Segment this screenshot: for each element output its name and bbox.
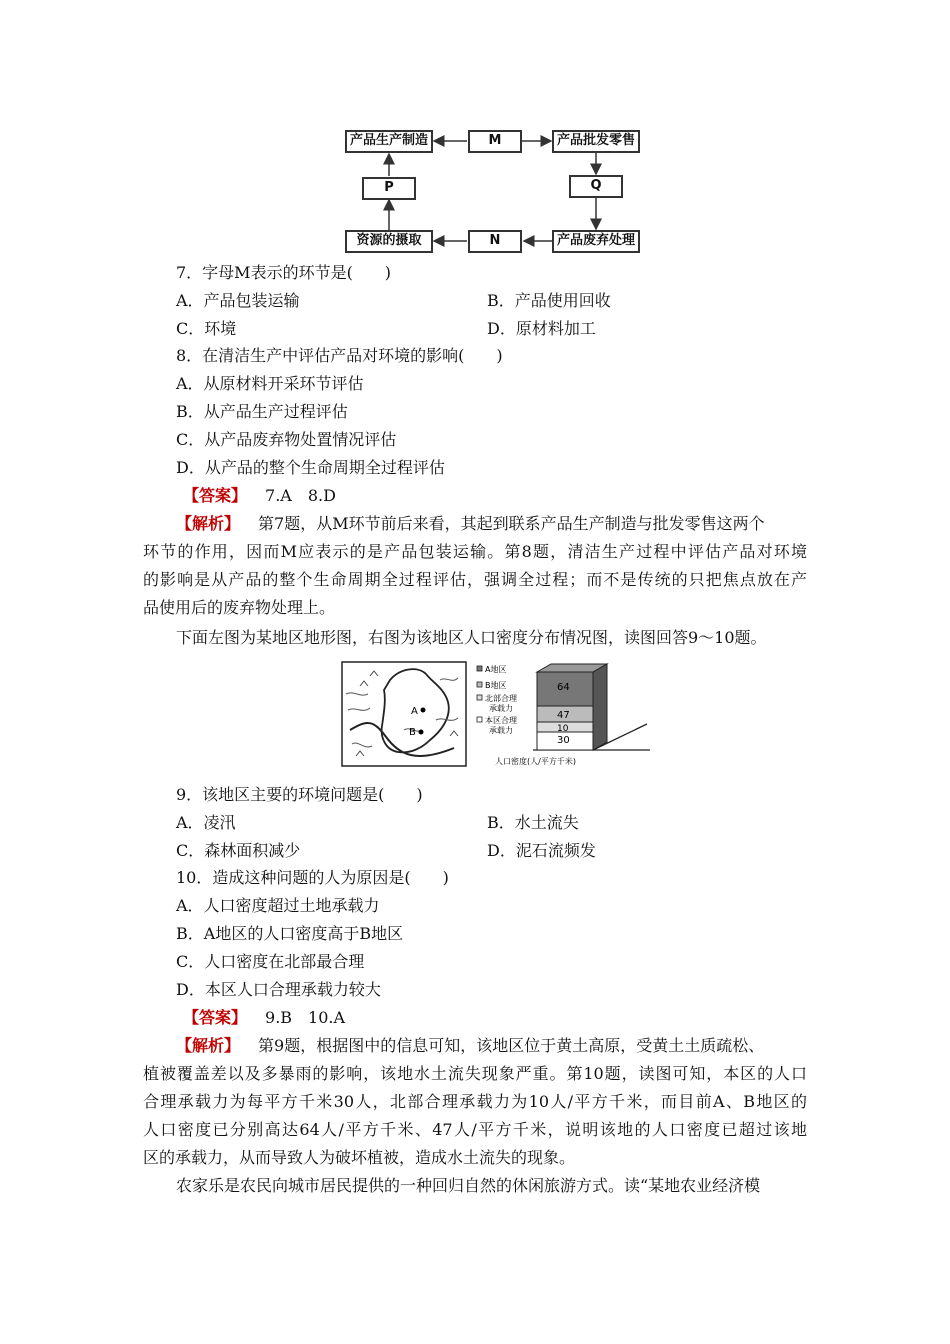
terrain-map [340, 660, 468, 768]
q8-option-b: B．从产品生产过程评估 [176, 402, 348, 421]
box-resource: 资源的摄取 [345, 230, 433, 253]
explanation-9-10-line5: 区的承载力，从而导致人为破坏植被，造成水土流失的现象。 [143, 1148, 576, 1167]
value-30: 30 [557, 735, 570, 746]
value-10: 10 [557, 724, 569, 734]
legend-swatch-b [477, 682, 482, 687]
density-3d-bar [475, 660, 655, 770]
box-p: P [362, 177, 416, 200]
q7-option-a: A．产品包装运输 [176, 291, 300, 310]
legend-swatch-a [477, 666, 482, 671]
answer-7-8 [183, 486, 336, 506]
q10-option-b: B．A地区的人口密度高于B地区 [176, 924, 404, 943]
q9-option-a: A．凌汛 [176, 813, 236, 832]
q10-stem: 10．造成这种问题的人为原因是( ) [176, 868, 449, 887]
legend-b: B地区 [485, 681, 507, 690]
q7-option-b: B．产品使用回收 [487, 291, 611, 310]
explanation-7-8-line1: 【解析】 第7题，从M环节前后来看，其起到联系产品生产制造与批发零售这两个 [176, 514, 765, 533]
point-b [419, 730, 424, 735]
legend-north-1: 北部合理 [485, 694, 517, 703]
q10-option-a: A．人口密度超过土地承载力 [176, 896, 380, 915]
q8-stem: 8．在清洁生产中评估产品对环境的影响( ) [176, 346, 503, 365]
answer-text: 9.B 10.A [265, 1008, 346, 1027]
x-axis-label: 人口密度(人/平方千米) [495, 757, 576, 766]
box-wholesale: 产品批发零售 [552, 130, 640, 153]
point-a [421, 708, 426, 713]
box-n: N [468, 230, 522, 253]
explanation-7-8-line4: 品使用后的废弃物处理上。 [143, 598, 336, 617]
q7-option-d: D．原材料加工 [487, 319, 596, 338]
legend-local-2: 承载力 [489, 726, 513, 735]
box-production: 产品生产制造 [345, 130, 433, 153]
q8-option-d: D．从产品的整个生命周期全过程评估 [176, 458, 445, 477]
q9-stem: 9．该地区主要的环境问题是( ) [176, 785, 423, 804]
q7-option-c: C．环境 [176, 319, 237, 338]
legend-swatch-north [477, 695, 482, 700]
legend-swatch-local [477, 717, 482, 722]
map-label-b: B [409, 727, 416, 738]
explanation-9-10-line1: 【解析】 第9题，根据图中的信息可知，该地区位于黄土高原，受黄土土质疏松、 [176, 1036, 765, 1055]
q8-option-c: C．从产品废弃物处置情况评估 [176, 430, 397, 449]
answer-label: 【答案】 [183, 486, 248, 505]
figure-map-density [340, 660, 650, 770]
explanation-7-8-line3: 的影响是从产品的整个生命周期全过程评估，强调全过程；而不是传统的只把焦点放在产 [143, 570, 807, 589]
intro-next: 农家乐是农民向城市居民提供的一种回归自然的休闲旅游方式。读“某地农业经济模 [176, 1176, 761, 1195]
q9-option-d: D．泥石流频发 [487, 841, 596, 860]
q7-stem: 7．字母M表示的环节是( ) [176, 263, 392, 282]
legend-local-1: 本区合理 [485, 716, 517, 725]
value-47: 47 [557, 710, 570, 721]
q10-option-c: C．人口密度在北部最合理 [176, 952, 365, 971]
explanation-label: 【解析】 [176, 514, 241, 533]
explanation-9-10-line3: 合理承载力为每平方千米30人，北部合理承载力为10人/平方千米，而目前A、B地区的 [143, 1092, 807, 1111]
explanation-9-10-line4: 人口密度已分别高达64人/平方千米、47人/平方千米，说明该地的人口密度已超过该地 [143, 1120, 807, 1139]
answer-9-10 [183, 1008, 345, 1028]
q9-option-c: C．森林面积减少 [176, 841, 301, 860]
value-64: 64 [557, 682, 570, 693]
q8-option-a: A．从原材料开采环节评估 [176, 374, 364, 393]
answer-label: 【答案】 [183, 1008, 248, 1027]
explanation-9-10-line2: 植被覆盖差以及多暴雨的影响，该地水土流失现象严重。第10题，读图可知，本区的人口 [143, 1064, 807, 1083]
map-label-a: A [411, 706, 418, 717]
explanation-label: 【解析】 [176, 1036, 241, 1055]
q9-option-b: B．水土流失 [487, 813, 579, 832]
box-disposal: 产品废弃处理 [552, 230, 640, 253]
explanation-7-8-line2: 环节的作用，因而M应表示的是产品包装运输。第8题，清洁生产过程中评估产品对环境 [143, 542, 807, 561]
q10-option-d: D．本区人口合理承载力较大 [176, 980, 381, 999]
legend-north-2: 承载力 [489, 704, 513, 713]
bar-side-face [593, 664, 607, 750]
box-q: Q [569, 175, 623, 198]
box-m: M [468, 130, 522, 153]
intro-9-10: 下面左图为某地区地形图，右图为该地区人口密度分布情况图，读图回答9～10题。 [176, 628, 767, 647]
answer-text: 7.A 8.D [265, 486, 336, 505]
legend-a: A地区 [485, 665, 507, 674]
